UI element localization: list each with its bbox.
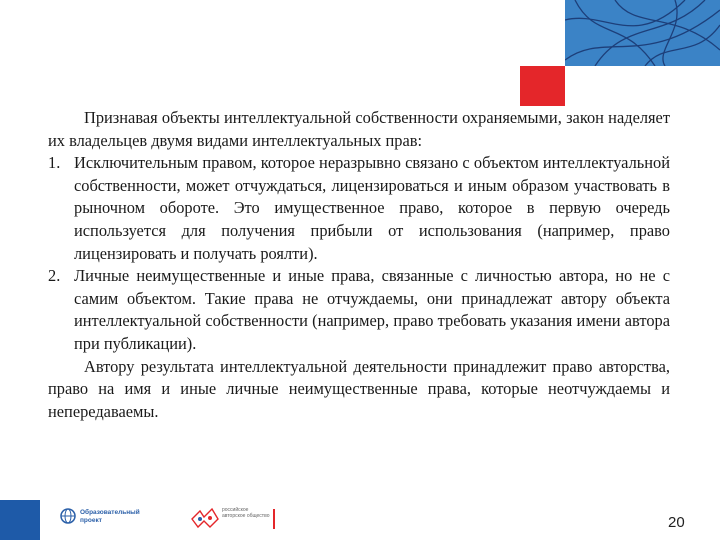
decorative-blue-pattern <box>565 0 720 66</box>
decorative-red-square <box>520 66 565 106</box>
list-item <box>48 265 670 355</box>
intro-paragraph: Признавая объекты интеллектуальной собственности охраняемыми, закон наделяет их владельцев двумя видами интеллектуальных прав: <box>48 108 670 150</box>
list-item-number: 2. <box>48 266 61 286</box>
education-project-logo-text: Образовательный проект <box>80 509 140 524</box>
list-item-number: 1. <box>48 153 61 173</box>
rights-list <box>48 152 670 355</box>
rao-logo-icon <box>190 507 220 529</box>
slide-body <box>48 107 670 423</box>
list-item <box>48 152 670 265</box>
footer-blue-block <box>0 500 40 540</box>
list-item-text: Личные неимущественные и иные права, связанные с личностью автора, но не с самим объектом. Такие права не отчуждаемы, они принадлежат автору объекта интеллектуальной собственности (например, право требовать указания имени автора при публикации). <box>74 266 670 353</box>
rao-logo-text: российское авторское общество <box>222 507 270 519</box>
page-number: 20 <box>668 514 685 531</box>
globe-icon <box>60 508 76 524</box>
closing-paragraph: Автору результата интеллектуальной деятельности принадлежит право авторства, право на имя и иные личные неимущественные права, которые неотчуждаемы и непередаваемы. <box>48 356 670 421</box>
footer-divider <box>273 509 275 529</box>
list-item-text: Исключительным правом, которое неразрывно связано с объектом интеллектуальной собственности, может отчуждаться, лицензироваться и иным образом участвовать в рыночном обороте. Это имущественное право, которое в первую очередь используется для получения прибыли от использования (например, право лицензировать и получать роялти). <box>74 153 670 263</box>
